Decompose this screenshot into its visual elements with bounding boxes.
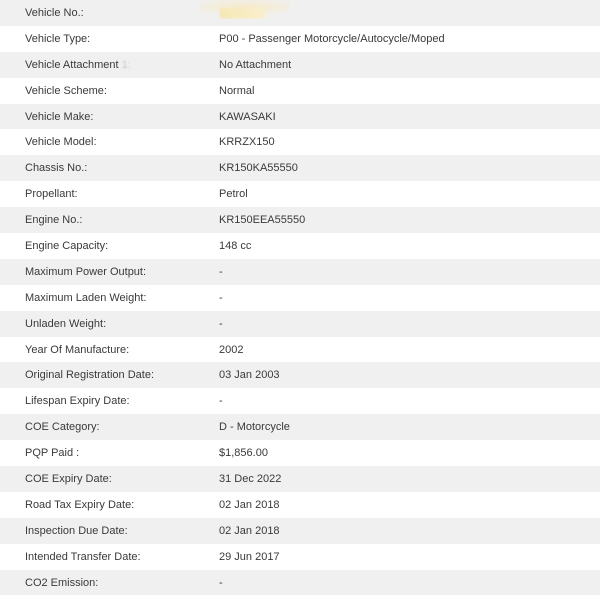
value-coe-category: D - Motorcycle (219, 421, 290, 434)
redacted-plate-number (219, 8, 265, 19)
label-coe-expiry-date: COE Expiry Date: (25, 472, 112, 485)
value-pqp-paid: $1,856.00 (219, 447, 268, 460)
value-inspection-due-date: 02 Jan 2018 (219, 524, 280, 537)
row-engine-no (0, 207, 600, 233)
label-vehicle-attachment (25, 59, 219, 71)
label-road-tax-expiry-date: Road Tax Expiry Date: (25, 498, 135, 511)
row-vehicle-attachment (0, 52, 600, 78)
label-max-laden-weight: Maximum Laden Weight: (25, 291, 147, 304)
row-original-registration-date (0, 362, 600, 388)
value-road-tax-expiry-date: 02 Jan 2018 (219, 498, 280, 511)
row-chassis-no (0, 155, 600, 181)
label-pqp-paid: PQP Paid : (25, 447, 80, 460)
row-year-of-manufacture (0, 337, 600, 363)
value-vehicle-scheme: Normal (219, 84, 255, 97)
label-inspection-due-date: Inspection Due Date: (25, 524, 128, 537)
row-coe-category (0, 414, 600, 440)
value-year-of-manufacture: 2002 (219, 343, 244, 356)
label-vehicle-scheme: Vehicle Scheme: (25, 84, 107, 97)
label-co2-emission: CO2 Emission: (25, 576, 99, 589)
label-coe-category: COE Category: (25, 421, 100, 434)
row-vehicle-scheme (0, 78, 600, 104)
value-engine-capacity: 148 cc (219, 239, 252, 252)
row-propellant (0, 181, 600, 207)
label-original-registration-date: Original Registration Date: (25, 369, 155, 382)
row-engine-capacity (0, 233, 600, 259)
label-lifespan-expiry-date: Lifespan Expiry Date: (25, 395, 130, 408)
value-co2-emission: - (219, 576, 223, 589)
value-vehicle-no (219, 7, 600, 19)
row-vehicle-make (0, 104, 600, 130)
label-vehicle-no: Vehicle No.: (25, 6, 84, 19)
row-unladen-weight (0, 311, 600, 337)
value-intended-transfer-date: 29 Jun 2017 (219, 550, 280, 563)
value-unladen-weight: - (219, 317, 223, 330)
value-vehicle-type: P00 - Passenger Motorcycle/Autocycle/Moped (219, 32, 445, 45)
row-co2-emission (0, 570, 600, 596)
row-vehicle-model (0, 129, 600, 155)
value-max-power-output: - (219, 265, 223, 278)
label-vehicle-make: Vehicle Make: (25, 110, 94, 123)
label-engine-no: Engine No.: (25, 214, 83, 227)
label-max-power-output: Maximum Power Output: (25, 265, 147, 278)
value-vehicle-attachment: No Attachment (219, 58, 292, 71)
value-vehicle-make: KAWASAKI (219, 110, 276, 123)
label-propellant: Propellant: (25, 188, 78, 201)
value-max-laden-weight: - (219, 291, 223, 304)
label-unladen-weight: Unladen Weight: (25, 317, 107, 330)
value-propellant: Petrol (219, 188, 248, 201)
value-engine-no: KR150EEA55550 (219, 214, 306, 227)
row-coe-expiry-date (0, 466, 600, 492)
label-vehicle-model: Vehicle Model: (25, 136, 97, 149)
row-inspection-due-date (0, 518, 600, 544)
row-max-power-output (0, 259, 600, 285)
value-original-registration-date: 03 Jan 2003 (219, 369, 280, 382)
label-engine-capacity: Engine Capacity: (25, 239, 109, 252)
row-max-laden-weight (0, 285, 600, 311)
label-chassis-no: Chassis No.: (25, 162, 88, 175)
value-chassis-no: KR150KA55550 (219, 162, 298, 175)
row-intended-transfer-date (0, 544, 600, 570)
label-vehicle-attachment-text: Vehicle Attachment (25, 58, 119, 71)
row-vehicle-no (0, 0, 600, 26)
value-lifespan-expiry-date: - (219, 395, 223, 408)
value-coe-expiry-date: 31 Dec 2022 (219, 472, 282, 485)
label-year-of-manufacture: Year Of Manufacture: (25, 343, 130, 356)
row-lifespan-expiry-date (0, 388, 600, 414)
label-vehicle-type: Vehicle Type: (25, 32, 91, 45)
row-road-tax-expiry-date (0, 492, 600, 518)
label-vehicle-attachment-suffix: 1: (121, 58, 131, 71)
row-pqp-paid (0, 440, 600, 466)
row-vehicle-type (0, 26, 600, 52)
value-vehicle-model: KRRZX150 (219, 136, 275, 149)
label-intended-transfer-date: Intended Transfer Date: (25, 550, 141, 563)
